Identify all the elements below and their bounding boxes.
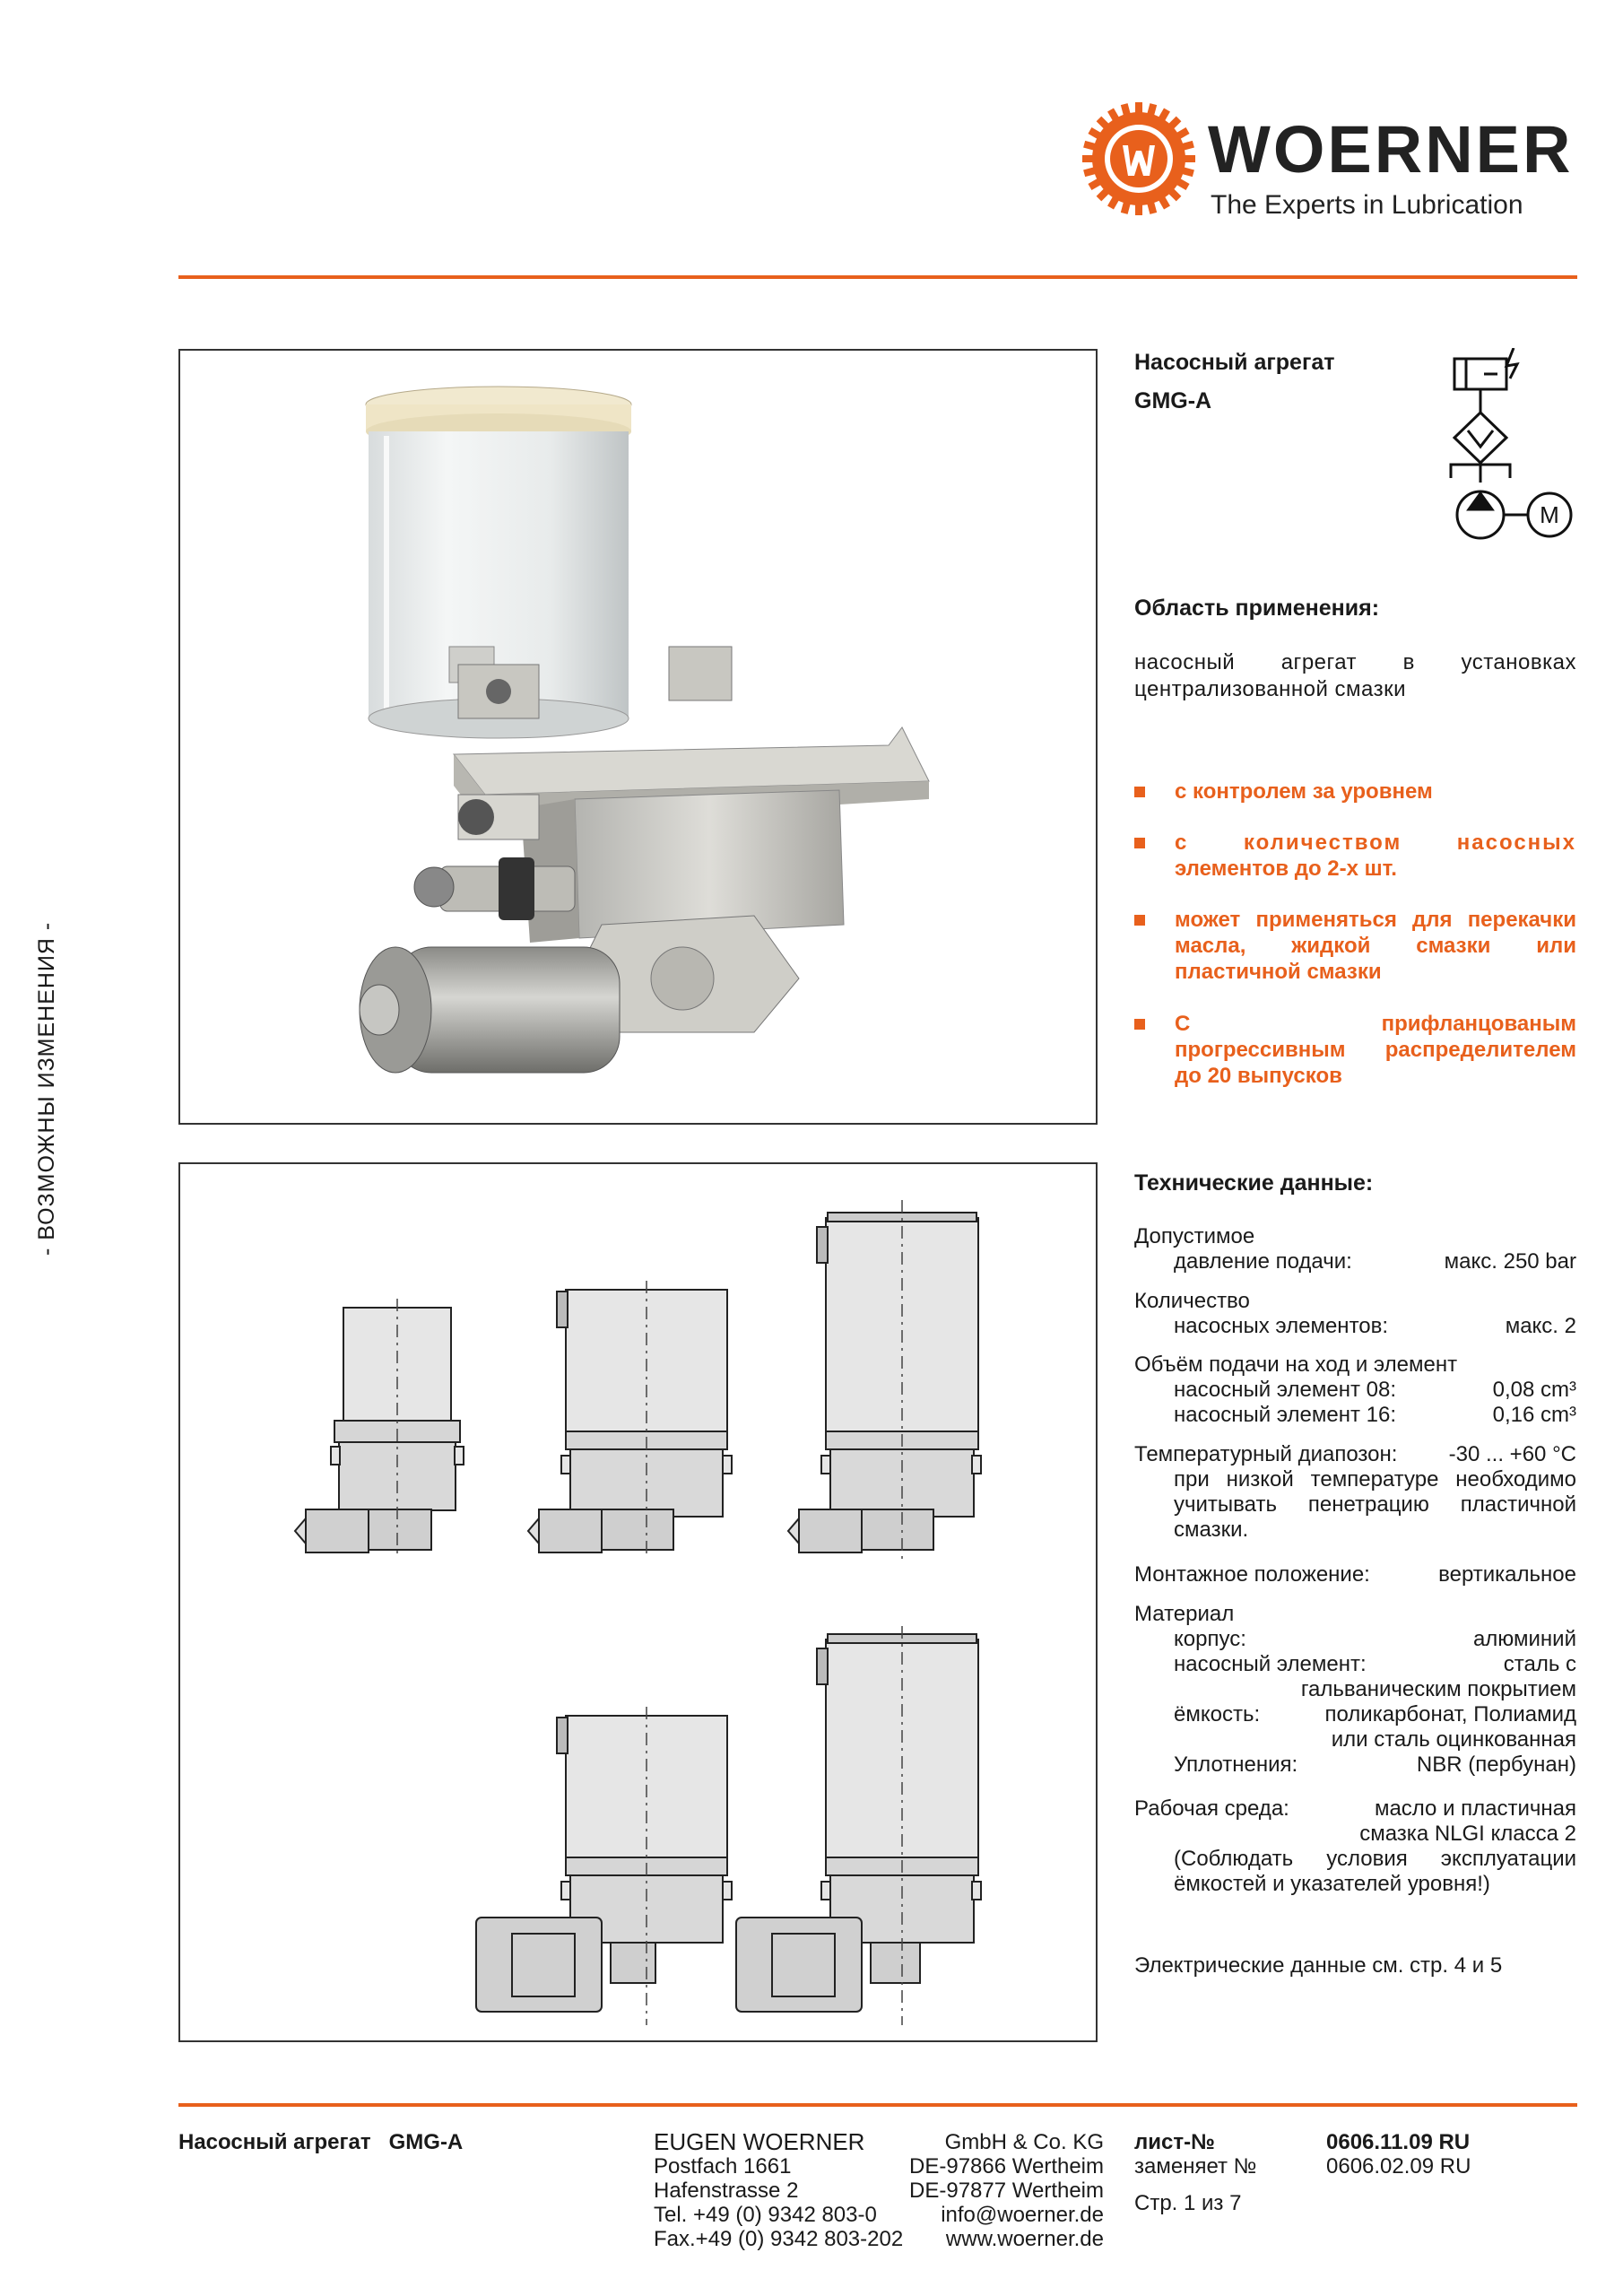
- hydraulic-symbol: [1444, 348, 1583, 545]
- mounting-row: Монтажное положение: вертикальное: [1134, 1562, 1576, 1587]
- motor-label: M: [1540, 501, 1559, 528]
- gear-tooth: [1083, 167, 1098, 177]
- footer-address: EUGEN WOERNER GmbH & Co. KG Postfach 1661 DE-97866 Wertheim Hafenstrasse 2 DE-97877 Wertheim Tel. +49 (0) 9342 803-0 info@woerner.de Fax.+49 (0) 9342 803-202 www.woerner.de: [654, 2128, 1104, 2251]
- volume-row: Объём подачи на ход и элемент насосный элемент 08: 0,08 cm³ насосный элемент 16: 0,16 cm³: [1134, 1352, 1576, 1427]
- bullet-square-icon: [1134, 1019, 1145, 1030]
- application-text: насосный агрегат в установках централизованной смазки: [1134, 650, 1576, 701]
- feature-item: может применяться для перекачки масла, жидкой смазки или пластичной смазки: [1134, 907, 1576, 985]
- gear-tooth: [1147, 200, 1157, 214]
- page-number: Стр. 1 из 7: [1134, 2191, 1242, 2215]
- feature-item: С прифланцованым прогрессивным распределителем до 20 выпусков: [1134, 1011, 1576, 1089]
- feature-item: с количеством насосных элементов до 2-х шт.: [1134, 830, 1576, 882]
- application-heading: Область применения:: [1134, 596, 1380, 621]
- bullet-square-icon: [1134, 838, 1145, 848]
- sheet-value: 0606.11.09 RU: [1326, 2130, 1471, 2154]
- gear-tooth: [1083, 141, 1098, 151]
- pump-variants-drawing: [180, 1164, 1096, 2040]
- dimension-drawings-frame: [178, 1162, 1098, 2042]
- feature-item: с контролем за уровнем: [1134, 778, 1576, 804]
- changes-note: - ВОЗМОЖНЫ ИЗМЕНЕНИЯ -: [34, 921, 59, 1256]
- brand-name: WOERNER: [1208, 112, 1574, 187]
- replaces-value: 0606.02.09 RU: [1326, 2154, 1471, 2179]
- gear-tooth: [1183, 155, 1195, 162]
- pressure-row: Допустимое давление подачи: макс. 250 bar: [1134, 1224, 1576, 1274]
- gear-tooth: [1147, 103, 1157, 117]
- email-link[interactable]: info@woerner.de: [941, 2203, 1104, 2227]
- gear-tooth: [1082, 155, 1095, 162]
- medium-row: Рабочая среда: масло и пластичная смазка NLGI класса 2 (Соблюдать условия эксплуатации ёмкостей и указателей уровня!): [1134, 1796, 1576, 1896]
- replaces-label: заменяет №: [1134, 2154, 1257, 2179]
- product-title: Насосный агрегат: [1134, 350, 1335, 375]
- website-link[interactable]: www.woerner.de: [945, 2227, 1104, 2251]
- gear-tooth: [1135, 203, 1142, 215]
- tech-heading: Технические данные:: [1134, 1170, 1374, 1196]
- brand-tagline: The Experts in Lubrication: [1211, 190, 1523, 220]
- woerner-logo: [1081, 100, 1197, 217]
- product-model: GMG-A: [1134, 388, 1212, 413]
- footer-divider: [178, 2103, 1577, 2107]
- footer-title: Насосный агрегат GMG-A: [178, 2130, 464, 2154]
- gear-logo-icon: [1081, 100, 1197, 217]
- gear-tooth: [1135, 102, 1142, 115]
- sheet-label: лист-№: [1134, 2130, 1215, 2154]
- header-divider: [178, 275, 1577, 279]
- gear-tooth: [1121, 200, 1131, 214]
- bullet-square-icon: [1134, 787, 1145, 797]
- elements-count-row: Количество насосных элементов: макс. 2: [1134, 1289, 1576, 1338]
- bullet-square-icon: [1134, 915, 1145, 926]
- pump-symbol-icon: [1444, 348, 1583, 545]
- gear-tooth: [1121, 103, 1131, 117]
- gear-tooth: [1180, 141, 1194, 151]
- pump-unit-photo: [180, 351, 1096, 1123]
- gear-tooth: [1180, 167, 1194, 177]
- product-photo-frame: [178, 349, 1098, 1125]
- electrical-note: Электрические данные см. стр. 4 и 5: [1134, 1953, 1503, 1978]
- material-row: Материал корпус: алюминий насосный элемент: сталь с гальваническим покрытием ёмкость: поликарбонат, Полиамид или сталь оцинкованная Уплотнения: NBR (пербунан): [1134, 1602, 1576, 1777]
- temperature-row: Температурный диапозон: -30 ... +60 °C при низкой температуре необходимо учитывать пенетрацию пластичной смазки.: [1134, 1442, 1576, 1542]
